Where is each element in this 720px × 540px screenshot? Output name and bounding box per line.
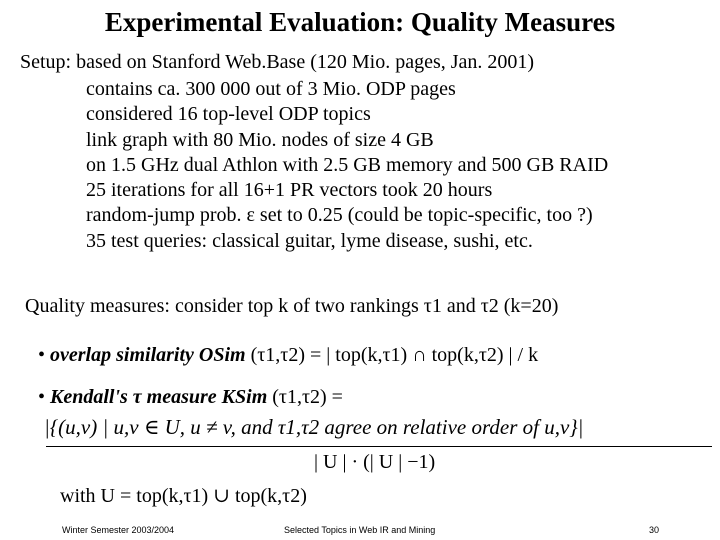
setup-list <box>86 77 608 254</box>
quality-measures-text: Quality measures: consider top k of two rankings τ1 and τ2 (k=20) <box>25 295 559 317</box>
setup-item: contains ca. 300 000 out of 3 Mio. ODP pages <box>86 78 456 100</box>
with-u-definition: with U = top(k,τ1) ∪ top(k,τ2) <box>60 485 307 507</box>
formula-numerator: |{(u,v) | u,v ∈ U, u ≠ v, and τ1,τ2 agree on relative order of u,v}| <box>44 415 584 439</box>
footer-semester: Winter Semester 2003/2004 <box>62 525 175 535</box>
fraction-line <box>46 446 712 447</box>
slide-title: Experimental Evaluation: Quality Measures <box>104 7 616 37</box>
setup-lead: Setup: based on Stanford Web.Base (120 Mio. pages, Jan. 2001) <box>20 51 535 73</box>
setup-item: 35 test queries: classical guitar, lyme disease, sushi, etc. <box>86 229 533 252</box>
overlap-term: overlap similarity OSim <box>50 344 246 366</box>
setup-item: random-jump prob. ε set to 0.25 (could be topic-specific, too ?) <box>86 204 593 227</box>
footer-page-number: 30 <box>649 525 660 535</box>
setup-item: considered 16 top-level ODP topics <box>86 103 371 126</box>
setup-item: link graph with 80 Mio. nodes of size 4 GB <box>86 128 434 151</box>
setup-item: 25 iterations for all 16+1 PR vectors took 20 hours <box>86 179 493 202</box>
kendall-definition: (τ1,τ2) = <box>267 386 343 408</box>
overlap-definition: (τ1,τ2) = | top(k,τ1) ∩ top(k,τ2) | / k <box>245 344 539 366</box>
bullet-marker: • <box>38 386 46 408</box>
setup-item: on 1.5 GHz dual Athlon with 2.5 GB memory and 500 GB RAID <box>86 153 609 176</box>
formula-denominator: | U | · (| U | −1) <box>314 451 436 473</box>
kendall-bullet <box>38 385 343 410</box>
bullet-marker: • <box>38 344 46 366</box>
kendall-term: Kendall's τ measure KSim <box>50 386 268 408</box>
footer-course: Selected Topics in Web IR and Mining <box>284 525 436 535</box>
overlap-bullet <box>38 343 538 368</box>
